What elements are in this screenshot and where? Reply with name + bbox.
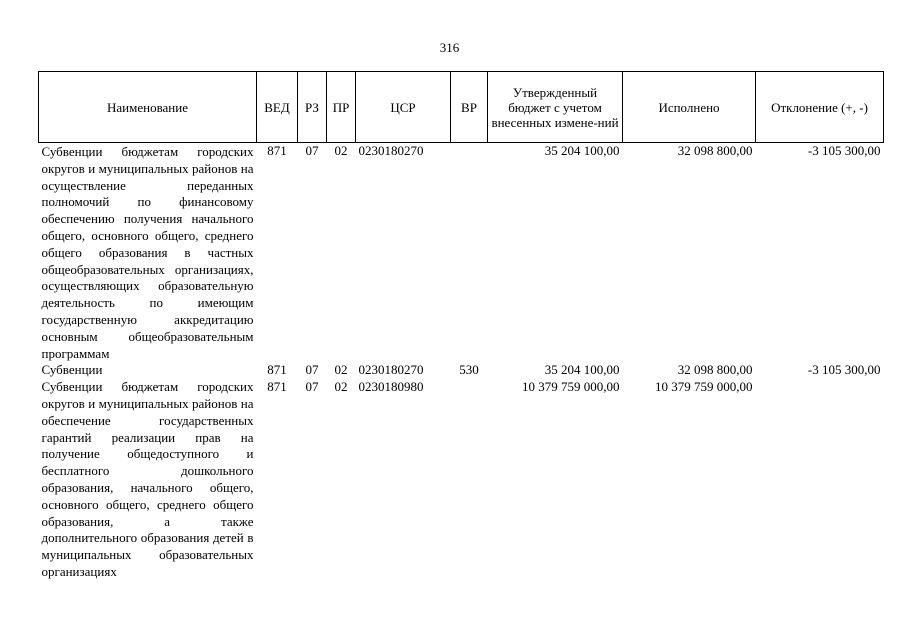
header-budget: Утвержденный бюджет с учетом внесенных измене-ний xyxy=(488,72,623,143)
row-vr xyxy=(451,379,488,581)
row-name: Субвенции бюджетам городских округов и муниципальных районов на осуществление переданных полномочий по финансовому обеспечению получения начального общего, основного общего, среднего общего образования в частных общеобразовательных организациях, осуществляющих образовательную деятельность по имеющим государственную аккредитацию основным общеобразовательным программам xyxy=(41,144,254,361)
row-deviation xyxy=(756,379,884,581)
table-row xyxy=(39,143,884,363)
table-row xyxy=(39,362,884,379)
header-deviation: Отклонение (+, -) xyxy=(756,72,884,143)
header-executed: Исполнено xyxy=(623,72,756,143)
row-ved: 871 xyxy=(267,379,287,395)
row-pr: 02 xyxy=(334,379,348,395)
header-csr: ЦСР xyxy=(356,72,451,143)
row-csr: 0230180270 xyxy=(358,143,424,158)
row-budget: 35 204 100,00 xyxy=(544,362,620,378)
row-pr: 02 xyxy=(334,143,348,158)
table-header-row xyxy=(39,72,884,143)
row-rz: 07 xyxy=(305,143,319,158)
row-ved: 871 xyxy=(267,143,287,158)
row-budget: 35 204 100,00 xyxy=(544,143,620,158)
row-vr xyxy=(451,143,488,363)
header-pr: ПР xyxy=(327,72,356,143)
table-row xyxy=(39,379,884,581)
header-rz: РЗ xyxy=(298,72,327,143)
row-rz: 07 xyxy=(305,379,319,395)
row-ved: 871 xyxy=(267,362,287,378)
row-deviation: -3 105 300,00 xyxy=(807,362,881,378)
row-name: Субвенции бюджетам городских округов и муниципальных районов на обеспечение государственных гарантий реализации прав на получение общедоступного и бесплатного дошкольного образования, начального общего, основного общего, среднего общего образования, а также дополнительного образования детей в муниципальных образовательных организациях xyxy=(41,379,254,579)
row-csr: 0230180980 xyxy=(358,379,424,395)
page-number: 316 xyxy=(439,40,460,55)
row-pr: 02 xyxy=(334,362,348,378)
row-budget: 10 379 759 000,00 xyxy=(522,379,620,395)
row-rz: 07 xyxy=(305,362,319,378)
row-executed: 10 379 759 000,00 xyxy=(655,379,753,395)
row-name: Субвенции xyxy=(41,362,103,378)
row-executed: 32 098 800,00 xyxy=(677,143,753,158)
header-name: Наименование xyxy=(39,72,257,143)
header-vr: ВР xyxy=(451,72,488,143)
row-vr: 530 xyxy=(459,362,479,378)
header-ved: ВЕД xyxy=(257,72,298,143)
row-csr: 0230180270 xyxy=(358,362,424,378)
budget-table xyxy=(38,71,884,581)
row-executed: 32 098 800,00 xyxy=(677,362,753,378)
row-deviation: -3 105 300,00 xyxy=(807,143,881,158)
